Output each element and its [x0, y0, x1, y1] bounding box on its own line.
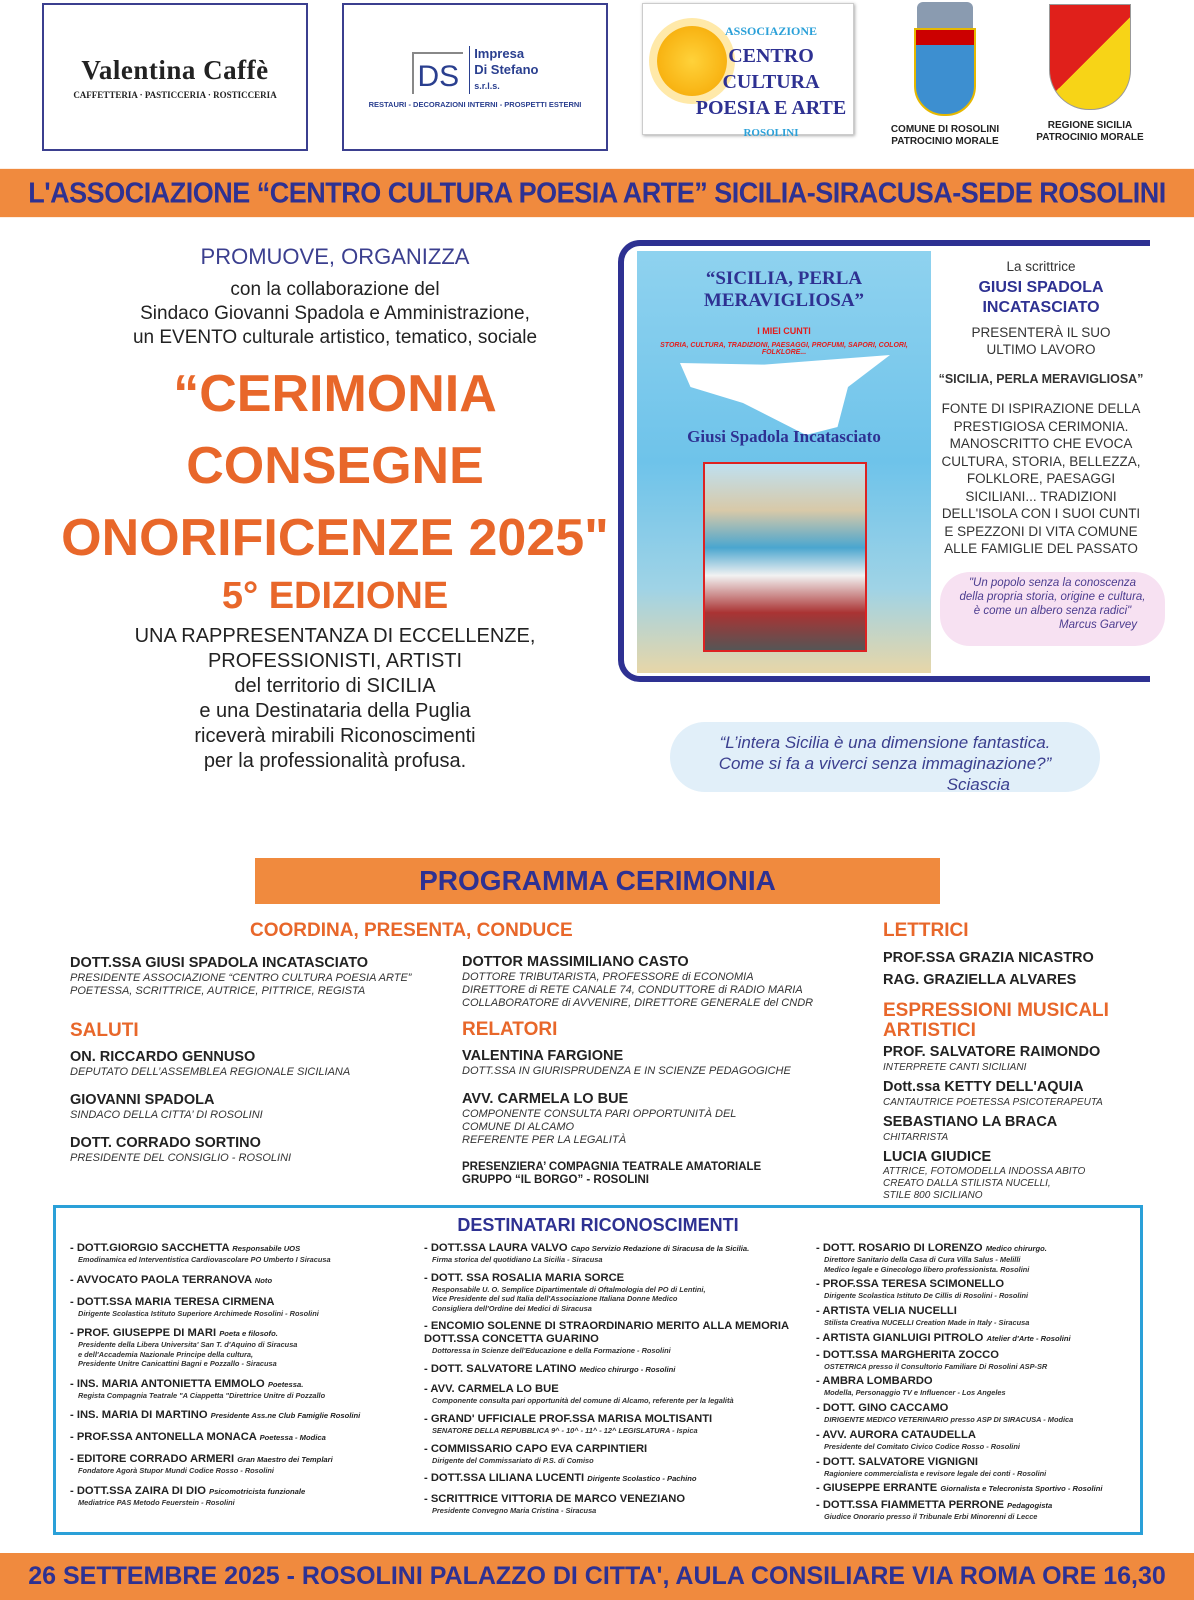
recipient-role: Noto	[254, 1275, 273, 1285]
recipient-role: Atelier d'Arte - Rosolini	[986, 1333, 1071, 1343]
crest-label: COMUNE DI ROSOLINI	[890, 124, 1000, 135]
recipient-desc: Emodinamica ed Interventistica Cardiovascolare PO Umberto I Siracusa	[78, 1255, 331, 1264]
desc-line: riceverà mirabili Riconoscimenti	[194, 725, 476, 747]
recipient-item	[816, 1499, 1146, 1522]
recipient-name: - PROF. GIUSEPPE DI MARI Poeta e filosofo.	[70, 1327, 278, 1339]
recipient-desc: Dirigente del Commissariato di P.S. di Comiso	[432, 1455, 594, 1465]
person-desc: INTERPRETE CANTI SICILIANI	[883, 1062, 1027, 1073]
logo-line: ASSOCIAZIONE	[724, 24, 818, 38]
ds-house-icon: DS	[412, 52, 464, 94]
recipient-desc: Presidente del Comitato Civico Codice Rosso - Rosolini	[824, 1441, 1020, 1451]
recipient-name: - INS. MARIA ANTONIETTA EMMOLO Poetessa.	[70, 1377, 304, 1390]
recipient-desc: Stilista Creativa NUCELLI Creation Made in Italy - Siracusa	[824, 1317, 1030, 1327]
person-desc: CANTAUTRICE POETESSA PSICOTERAPEUTA	[883, 1097, 1103, 1108]
recipient-item	[70, 1409, 420, 1422]
logo-text: Valentina Caffè	[81, 54, 269, 85]
recipient-name: - DOTT.SSA FIAMMETTA PERRONE Pedagogista	[816, 1499, 1053, 1512]
recipient-item	[816, 1242, 1146, 1274]
relatori-section	[462, 1019, 862, 1187]
recipient-desc: Presidente della Libera Universita' San T. d'Aquino di Siracusa e dell'Accademia Nazionale Principe della cultura, Presidente Unitre Canicattini Bagni e Pozzallo - Siracusa	[78, 1340, 298, 1368]
recipient-desc: Fondatore Agorà Stupor Mundi Codice Rosso - Rosolini	[78, 1466, 274, 1475]
recipient-name: - GIUSEPPE ERRANTE Giornalista e Telecronista Sportivo - Rosolini	[816, 1482, 1103, 1495]
recipient-desc: Firma storica del quotidiano La Sicilia - Siracusa	[432, 1255, 603, 1264]
side-author: GIUSI SPADOLA INCATASCIATO	[978, 278, 1104, 316]
lettrici-section	[883, 920, 1173, 1202]
destinatari-column	[424, 1242, 814, 1522]
desc-line: del territorio di SICILIA	[234, 675, 436, 697]
recipient-name: - AVVOCATO PAOLA TERRANOVA Noto	[70, 1273, 273, 1286]
person-name: DOTTOR MASSIMILIANO CASTO	[462, 954, 689, 970]
desc-line: UNA RAPPRESENTANZA DI ECCELLENZE,	[134, 625, 536, 647]
recipient-name: - DOTT.GIORGIO SACCHETTA Responsabile UOS	[70, 1242, 301, 1254]
recipient-item	[816, 1278, 1146, 1301]
recipient-role: Pedagogista	[1007, 1501, 1053, 1511]
crown-icon	[917, 2, 973, 28]
musicali-item	[883, 1114, 1173, 1144]
recipient-item	[70, 1378, 420, 1401]
recipient-name: - INS. MARIA DI MARTINO Presidente Ass.ne Club Famiglie Rosolini	[70, 1409, 361, 1421]
quote-text: "Un popolo senza la conoscenza della propria storia, origine e cultura, è come un albero senza radici"	[959, 577, 1146, 617]
garvey-quote	[940, 572, 1165, 646]
coordina-1	[70, 955, 450, 998]
recipient-name: - DOTT.SSA LAURA VALVO Capo Servizio Redazione di Siracusa de la Sicilia.	[424, 1242, 750, 1254]
book-tags: STORIA, CULTURA, TRADIZIONI, PAESAGGI, PROFUMI, SAPORI, COLORI, FOLKLORE...	[660, 342, 908, 356]
recipient-desc: SENATORE DELLA REPUBBLICA 9^ - 10^ - 11^ - 12^ LEGISLATURA - Ispica	[432, 1425, 698, 1435]
recipient-role: Capo Servizio Redazione di Siracusa de la Sicilia.	[570, 1244, 750, 1253]
ds-line: Impresa	[474, 45, 525, 61]
person-desc: DOTTORE TRIBUTARISTA, PROFESSORE di ECONOMIA DIRETTORE di RETE CANALE 74, CONDUTTORE di RADIO MARIA COLLABORATORE di AVVENIRE, DIRETTORE GENERALE del CNDR	[462, 971, 814, 1009]
event-date-footer: 26 SETTEMBRE 2025 - ROSOLINI PALAZZO DI CITTA', AULA CONSILIARE VIA ROMA ORE 16,30	[0, 1553, 1194, 1600]
recipient-role: Responsabile UOS	[232, 1244, 301, 1253]
recipient-item	[816, 1305, 1146, 1328]
recipient-item	[70, 1453, 420, 1476]
recipient-desc: Dirigente Scolastica Istituto De Cillis di Rosolini - Rosolini	[824, 1291, 1029, 1301]
recipient-desc: DIRIGENTE MEDICO VETERINARIO presso ASP DI SIRACUSA - Modica	[824, 1415, 1074, 1425]
recipient-role: Poeta e filosofo.	[219, 1329, 278, 1338]
event-title-line: CONSEGNE	[186, 437, 484, 495]
recipient-desc: Dottoressa in Scienze dell'Educazione e della Formazione - Rosolini	[432, 1346, 671, 1356]
saluti-item	[70, 1049, 450, 1079]
intro-line: Sindaco Giovanni Spadola e Amministrazione,	[140, 303, 530, 324]
person-name: PROF.SSA GRAZIA NICASTRO	[883, 950, 1094, 966]
quote-author: Sciascia	[946, 775, 1010, 794]
event-title-line: “CERIMONIA	[173, 365, 497, 423]
recipient-item	[816, 1456, 1146, 1479]
person-desc: COMPONENTE CONSULTA PARI OPPORTUNITÀ DEL COMUNE DI ALCAMO REFERENTE PER LA LEGALITÀ	[462, 1108, 737, 1146]
person-desc: ATTRICE, FOTOMODELLA INDOSSA ABITO CREATO DALLA STILISTA NUCELLI, STILE 800 SICILIANO	[883, 1166, 1086, 1201]
coordina-2	[462, 954, 862, 1010]
recipient-item	[424, 1443, 814, 1466]
recipient-role: Presidente Ass.ne Club Famiglie Rosolini	[210, 1411, 361, 1420]
book-author: Giusi Spadola Incatasciato	[687, 427, 881, 446]
crest-label: PATROCINIO MORALE	[891, 136, 999, 147]
destinatari-column	[816, 1242, 1146, 1526]
recipient-desc: Mediatrice PAS Metodo Feuerstein - Rosolini	[78, 1497, 235, 1507]
person-name: RAG. GRAZIELLA ALVARES	[883, 972, 1077, 988]
person-desc: DEPUTATO DELL’ASSEMBLEA REGIONALE SICILIANA	[70, 1066, 351, 1078]
person-name: VALENTINA FARGIONE	[462, 1048, 624, 1064]
edition-label: 5° EDIZIONE	[221, 575, 449, 617]
recipient-item	[816, 1402, 1146, 1425]
recipient-name: - AMBRA LOMBARDO	[816, 1375, 933, 1388]
recipient-role: Medico chirurgo.	[985, 1244, 1047, 1253]
saluti-item	[70, 1092, 450, 1122]
recipient-item	[816, 1375, 1146, 1398]
person-name: AVV. CARMELA LO BUE	[462, 1091, 629, 1107]
destinatari-heading: DESTINATARI RICONOSCIMENTI	[457, 1215, 739, 1235]
ds-line: Di Stefano	[474, 61, 539, 77]
lettrici-heading: LETTRICI	[883, 920, 969, 941]
intro-line: con la collaborazione del	[230, 279, 440, 300]
person-desc: SINDACO DELLA CITTA’ DI ROSOLINI	[70, 1109, 263, 1121]
relatori-item	[462, 1048, 862, 1078]
recipient-item	[424, 1493, 814, 1516]
recipient-item	[424, 1363, 814, 1376]
ds-line: s.r.l.s.	[474, 80, 500, 91]
trinacria-shield-icon	[1049, 4, 1131, 110]
author-photo	[703, 462, 867, 652]
person-name: SEBASTIANO LA BRACA	[883, 1114, 1058, 1130]
person-desc: PRESIDENTE ASSOCIAZIONE “CENTRO CULTURA POESIA ARTE” POETESSA, SCRITTRICE, AUTRICE, PITTRICE, REGISTA	[70, 972, 412, 997]
musicali-item	[883, 1079, 1173, 1109]
crest-label: REGIONE SICILIA	[1047, 120, 1133, 131]
recipient-role: Gran Maestro dei Templari	[237, 1455, 333, 1464]
recipient-desc: Modella, Personaggio TV e Influencer - Los Angeles	[824, 1388, 1006, 1398]
recipient-item	[70, 1327, 420, 1369]
recipient-desc: Regista Compagnia Teatrale "A Ciappetta "Direttrice Unitre di Pozzallo	[78, 1390, 326, 1400]
recipient-item	[816, 1332, 1146, 1345]
person-name: DOTT.SSA GIUSI SPADOLA INCATASCIATO	[70, 955, 369, 971]
recipient-name: - DOTT. GINO CACCAMO	[816, 1402, 949, 1415]
recipient-item	[424, 1242, 814, 1265]
recipient-name: - DOTT. SALVATORE LATINO Medico chirurgo - Rosolini	[424, 1363, 676, 1376]
recipient-item	[70, 1485, 420, 1508]
recipient-name: - AVV. CARMELA LO BUE	[424, 1383, 559, 1396]
coordina-heading: COORDINA, PRESENTA, CONDUCE	[250, 920, 573, 941]
book-title: “SICILIA, PERLA MERAVIGLIOSA”	[703, 268, 865, 311]
recipient-item	[816, 1482, 1146, 1495]
recipient-name: - SCRITTRICE VITTORIA DE MARCO VENEZIANO	[424, 1492, 686, 1505]
valentina-caffe-logo	[42, 3, 308, 151]
recipient-name: - DOTT. ROSARIO DI LORENZO Medico chirurgo.	[816, 1242, 1047, 1254]
person-name: ON. RICCARDO GENNUSO	[70, 1049, 256, 1065]
recipient-name: - DOTT.SSA MARIA TERESA CIRMENA	[70, 1295, 275, 1308]
logo-line: CENTRO CULTURA	[722, 45, 820, 93]
promo-heading: PROMUOVE, ORGANIZZA	[200, 244, 470, 269]
comune-rosolini-crest	[880, 2, 1010, 152]
recipient-item	[424, 1413, 814, 1436]
associazione-logo	[642, 3, 854, 139]
recipient-name: - PROF.SSA TERESA SCIMONELLO	[816, 1278, 1005, 1291]
logo-subtitle: CAFFETTERIA · PASTICCERIA · ROSTICCERIA	[73, 89, 277, 100]
recipient-name: - ARTISTA GIANLUIGI PITROLO Atelier d'Arte - Rosolini	[816, 1331, 1071, 1344]
recipient-name: - ENCOMIO SOLENNE DI STRAORDINARIO MERITO ALLA MEMORIA DOTT.SSA CONCETTA GUARINO	[424, 1320, 790, 1346]
recipient-desc: Responsabile U. O. Semplice Dipartimentale di Oftalmologia del PO di Lentini, Vice Presidente del sud Italia dell'Associazione Italiana Donne Medico Consigliera dell'Ordine dei Medici di Siracusa	[432, 1284, 706, 1313]
recipient-item	[424, 1272, 814, 1314]
recipient-item	[70, 1431, 420, 1444]
recipient-item	[816, 1429, 1146, 1452]
musicali-item	[883, 1044, 1173, 1074]
book-description	[935, 258, 1147, 558]
association-banner: L'ASSOCIAZIONE “CENTRO CULTURA POESIA ARTE” SICILIA-SIRACUSA-SEDE ROSOLINI	[0, 169, 1194, 217]
recipient-role: Poetessa.	[267, 1379, 304, 1389]
shield-icon	[914, 28, 976, 116]
desc-line: e una Destinataria della Puglia	[199, 700, 471, 722]
recipient-desc: OSTETRICA presso il Consultorio Familiare Di Rosolini ASP-SR	[824, 1361, 1048, 1371]
ds-text	[469, 46, 538, 94]
quote-author: Marcus Garvey	[1059, 619, 1137, 631]
recipient-item	[70, 1274, 420, 1287]
recipient-item	[424, 1383, 814, 1406]
ds-subtitle: RESTAURI - DECORAZIONI INTERNI - PROSPETTI ESTERNI	[368, 99, 582, 109]
side-pre: La scrittrice	[1006, 259, 1076, 274]
programma-heading: PROGRAMMA CERIMONIA	[255, 858, 940, 904]
recipient-desc: Ragioniere commercialista e revisore legale dei conti - Rosolini	[824, 1468, 1047, 1478]
di-stefano-logo	[342, 3, 608, 151]
recipient-desc: Direttore Sanitario della Casa di Cura Villa Salus - Melilli Medico legale e Ginecologo libero professionista. Rosolini	[824, 1255, 1030, 1274]
person-name: Dott.ssa KETTY DELL'AQUIA	[883, 1079, 1084, 1095]
side-present: PRESENTERÀ IL SUO ULTIMO LAVORO	[971, 324, 1111, 357]
recipient-item	[424, 1320, 814, 1356]
logo-line: ROSOLINI	[743, 127, 799, 139]
destinatari-box	[53, 1205, 1143, 1535]
desc-line: per la professionalità profusa.	[203, 750, 467, 772]
person-name: GIOVANNI SPADOLA	[70, 1092, 215, 1108]
musicali-heading: ESPRESSIONI MUSICALI ARTISTICI	[883, 1000, 1109, 1041]
person-name: PROF. SALVATORE RAIMONDO	[883, 1044, 1101, 1060]
desc-line: PROFESSIONISTI, ARTISTI	[207, 650, 463, 672]
side-desc: FONTE DI ISPIRAZIONE DELLA PRESTIGIOSA CERIMONIA. MANOSCRITTO CHE EVOCA CULTURA, STORIA, BELLEZZA, FOLKLORE, PAESAGGI SICILIANI... TRADIZIONI DELL'ISOLA CON I SUOI CUNTI E SPEZZONI DI VITA COMUNE ALLE FAMIGLIE DEL PASSATO	[941, 401, 1141, 556]
recipient-desc: Presidente Convegno Maria Cristina - Siracusa	[432, 1505, 597, 1515]
recipient-item	[70, 1296, 420, 1319]
intro-line: un EVENTO culturale artistico, tematico, sociale	[132, 327, 538, 348]
saluti-section	[70, 1020, 450, 1165]
destinatari-column	[70, 1242, 420, 1516]
recipient-name: - DOTT.SSA LILIANA LUCENTI Dirigente Scolastico - Pachino	[424, 1472, 697, 1485]
logo-line: POESIA E ARTE	[695, 97, 847, 119]
recipient-name: - DOTT.SSA MARGHERITA ZOCCO	[816, 1348, 999, 1361]
person-name: DOTT. CORRADO SORTINO	[70, 1135, 261, 1151]
recipient-name: - EDITORE CORRADO ARMERI Gran Maestro dei Templari	[70, 1453, 333, 1465]
recipient-desc: Giudice Onorario presso il Tribunale Erbi Minorenni di Lecce	[824, 1512, 1038, 1522]
recipient-role: Medico chirurgo - Rosolini	[579, 1365, 676, 1375]
recipient-role: Poetessa - Modica	[259, 1433, 326, 1442]
person-desc: PRESIDENTE DEL CONSIGLIO - ROSOLINI	[70, 1152, 292, 1164]
saluti-heading: SALUTI	[70, 1020, 139, 1041]
recipient-item	[70, 1242, 420, 1265]
book-subtitle: I MIEI CUNTI	[757, 326, 811, 336]
relatori-heading: RELATORI	[462, 1019, 558, 1040]
intro-section	[30, 244, 640, 774]
recipient-name: - DOTT. SSA ROSALIA MARIA SORCE	[424, 1271, 625, 1284]
recipient-name: - AVV. AURORA CATAUDELLA	[816, 1428, 976, 1441]
recipient-name: - COMMISSARIO CAPO EVA CARPINTIERI	[424, 1442, 648, 1455]
sciascia-quote	[670, 722, 1100, 792]
quote-text: “L’intera Sicilia è una dimensione fantastica. Come si fa a viverci senza immaginazione?”	[718, 733, 1052, 773]
crest-label: PATROCINIO MORALE	[1036, 132, 1144, 143]
person-name: LUCIA GIUDICE	[883, 1149, 992, 1165]
event-title-line: ONORIFICENZE 2025"	[61, 509, 609, 567]
recipient-name: - ARTISTA VELIA NUCELLI	[816, 1304, 957, 1317]
recipient-desc: Dirigente Scolastica Istituto Superiore Archimede Rosolini - Rosolini	[78, 1308, 319, 1318]
recipient-item	[424, 1472, 814, 1485]
relatori-item	[462, 1091, 862, 1147]
recipient-name: - GRAND' UFFICIALE PROF.SSA MARISA MOLTISANTI	[424, 1412, 713, 1425]
recipient-name: - DOTT.SSA ZAIRA DI DIO Psicomotricista funzionale	[70, 1484, 306, 1497]
presenza-note: PRESENZIERA’ COMPAGNIA TEATRALE AMATORIALE GRUPPO “IL BORGO” - ROSOLINI	[462, 1161, 762, 1186]
recipient-role: Dirigente Scolastico - Pachino	[587, 1474, 697, 1484]
person-desc: CHITARRISTA	[883, 1132, 949, 1143]
recipient-name: - PROF.SSA ANTONELLA MONACA Poetessa - Modica	[70, 1431, 326, 1443]
side-work: “SICILIA, PERLA MERAVIGLIOSA”	[938, 371, 1144, 386]
recipient-desc: Componente consulta pari opportunità del comune di Alcamo, referente per la legalità	[432, 1396, 734, 1406]
book-cover-text	[637, 268, 931, 448]
recipient-role: Psicomotricista funzionale	[209, 1486, 306, 1496]
musicali-item	[883, 1149, 1173, 1202]
person-desc: DOTT.SSA IN GIURISPRUDENZA E IN SCIENZE PEDAGOGICHE	[462, 1065, 791, 1077]
recipient-item	[816, 1349, 1146, 1372]
recipient-name: - DOTT. SALVATORE VIGNIGNI	[816, 1455, 979, 1468]
recipient-role: Giornalista e Telecronista Sportivo - Rosolini	[940, 1484, 1103, 1494]
regione-sicilia-crest	[1025, 4, 1155, 154]
saluti-item	[70, 1135, 450, 1165]
